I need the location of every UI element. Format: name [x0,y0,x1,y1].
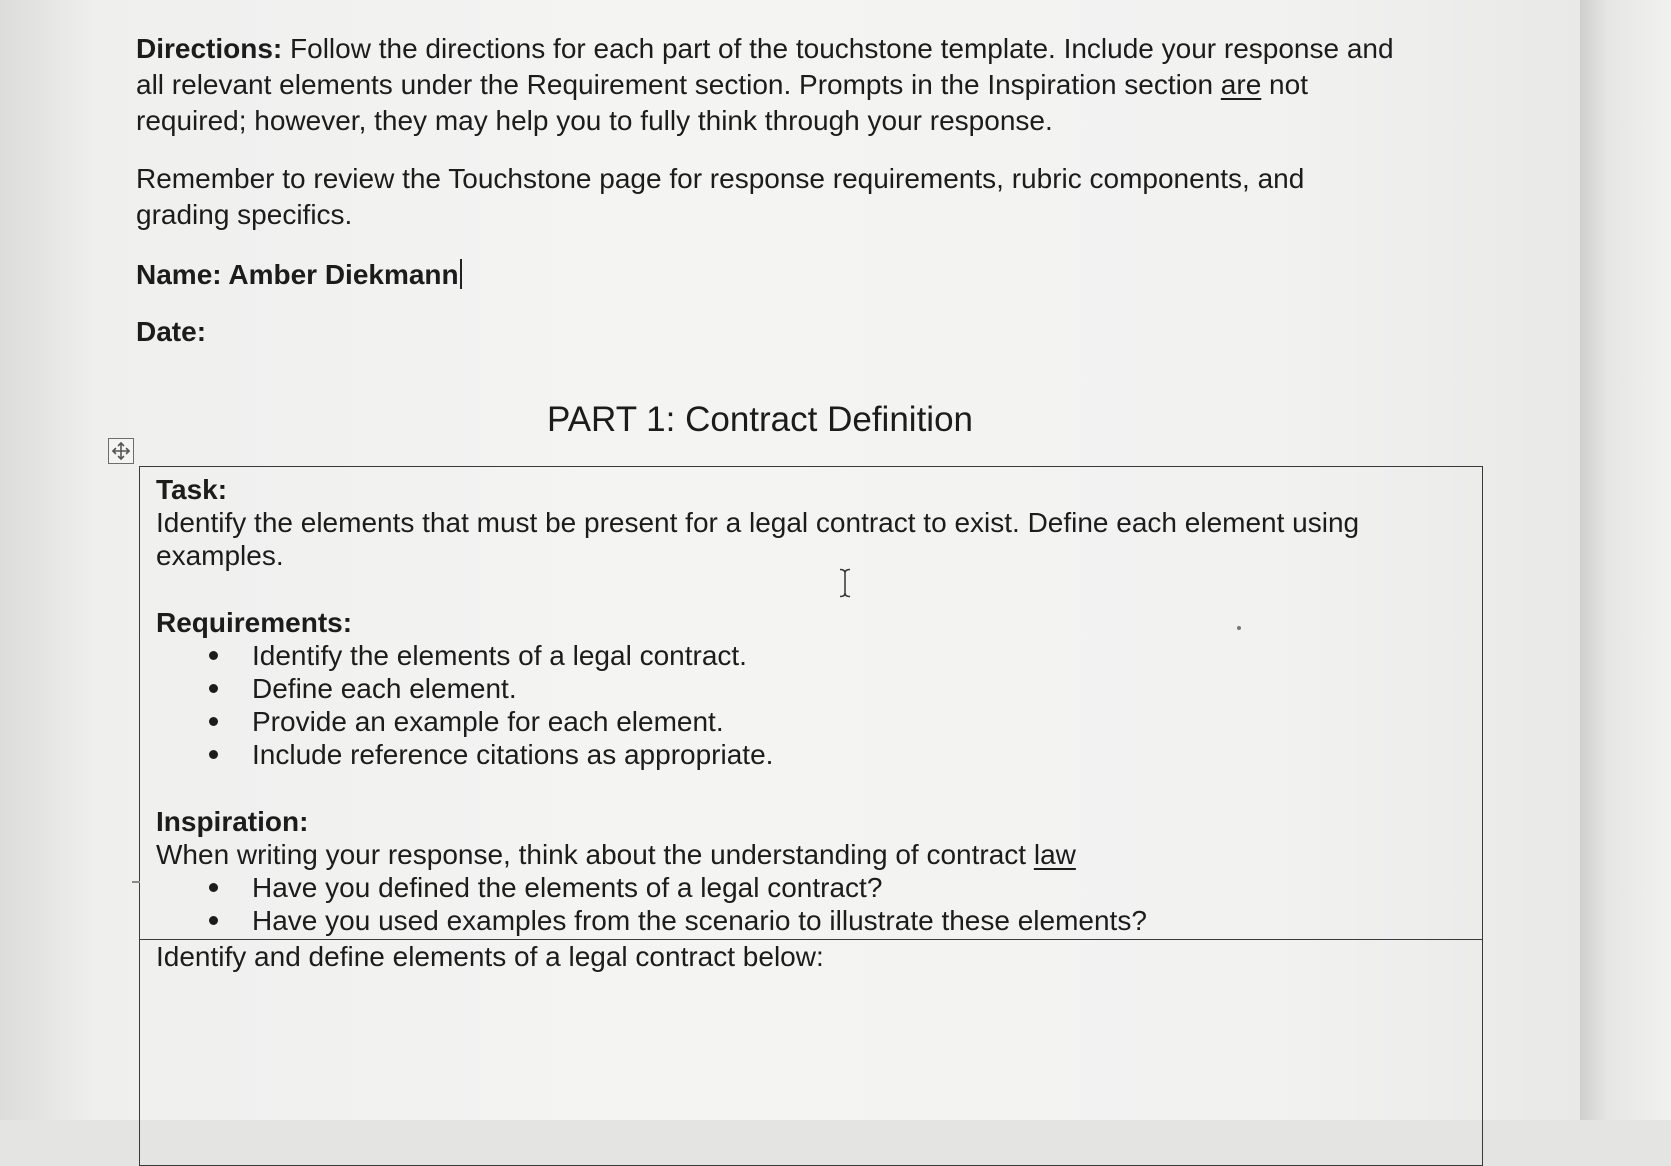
directions-underlined-word: are [1220,69,1262,100]
requirement-text: Include reference citations as appropriate. [252,739,774,770]
inspiration-question: Have you defined the elements of a legal contract? [252,872,883,903]
date-field[interactable] [136,314,206,350]
dust-speck [1237,626,1241,630]
name-value: Amber Diekmann [228,259,459,290]
requirement-text: Identify the elements of a legal contract. [252,640,747,671]
bullet-icon [209,883,218,892]
list-item [140,871,1147,904]
requirement-text: Define each element. [252,673,517,704]
move-arrows-icon[interactable] [108,438,134,464]
requirements-list [140,639,773,771]
name-label: Name: [136,259,222,290]
requirement-text: Provide an example for each element. [252,706,724,737]
inspiration-question: Have you used examples from the scenario to illustrate these elements? [252,905,1147,936]
list-item [140,672,773,705]
list-item [140,904,1147,937]
table-edge-mark [132,881,140,883]
task-heading: Task: [156,474,228,505]
bullet-icon [209,717,218,726]
inspiration-underlined-word: law [1033,839,1076,870]
instructions-cell[interactable] [140,467,1482,940]
inspiration-text [156,838,1076,871]
date-label: Date: [136,316,207,347]
contract-table [139,466,1483,1166]
list-item [140,639,773,672]
directions-label: Directions: [136,33,283,64]
directions-text-1: Follow the directions for each part of the touchstone template. Include your response and all relevant elements under the Requirement section. Prompts in the Inspiration section [136,33,1394,100]
screen-edge [1580,0,1671,1120]
requirements-heading: Requirements: [156,607,353,638]
reminder-paragraph[interactable]: Remember to review the Touchstone page for response requirements, rubric components, and grading specifics. [136,163,1305,230]
inspiration-heading: Inspiration: [156,806,309,837]
inspiration-text-1: When writing your response, think about the understanding of contract [156,839,1034,870]
task-text: Identify the elements that must be present for a legal contract to exist. Define each element using examples. [156,507,1360,571]
directions-paragraph[interactable] [136,31,1396,139]
bullet-icon [209,750,218,759]
bullet-icon [209,651,218,660]
list-item [140,738,773,771]
response-prompt[interactable]: Identify and define elements of a legal contract below: [156,941,824,972]
text-caret [460,259,462,289]
part-title: PART 1: Contract Definition [546,400,974,439]
bullet-icon [209,916,218,925]
directions-text-2: not required; however, they may help you to fully think through your response. [136,69,1308,136]
bullet-icon [209,684,218,693]
text-cursor-icon [837,568,853,598]
name-field[interactable] [136,257,462,293]
inspiration-list [140,871,1147,937]
list-item [140,705,773,738]
